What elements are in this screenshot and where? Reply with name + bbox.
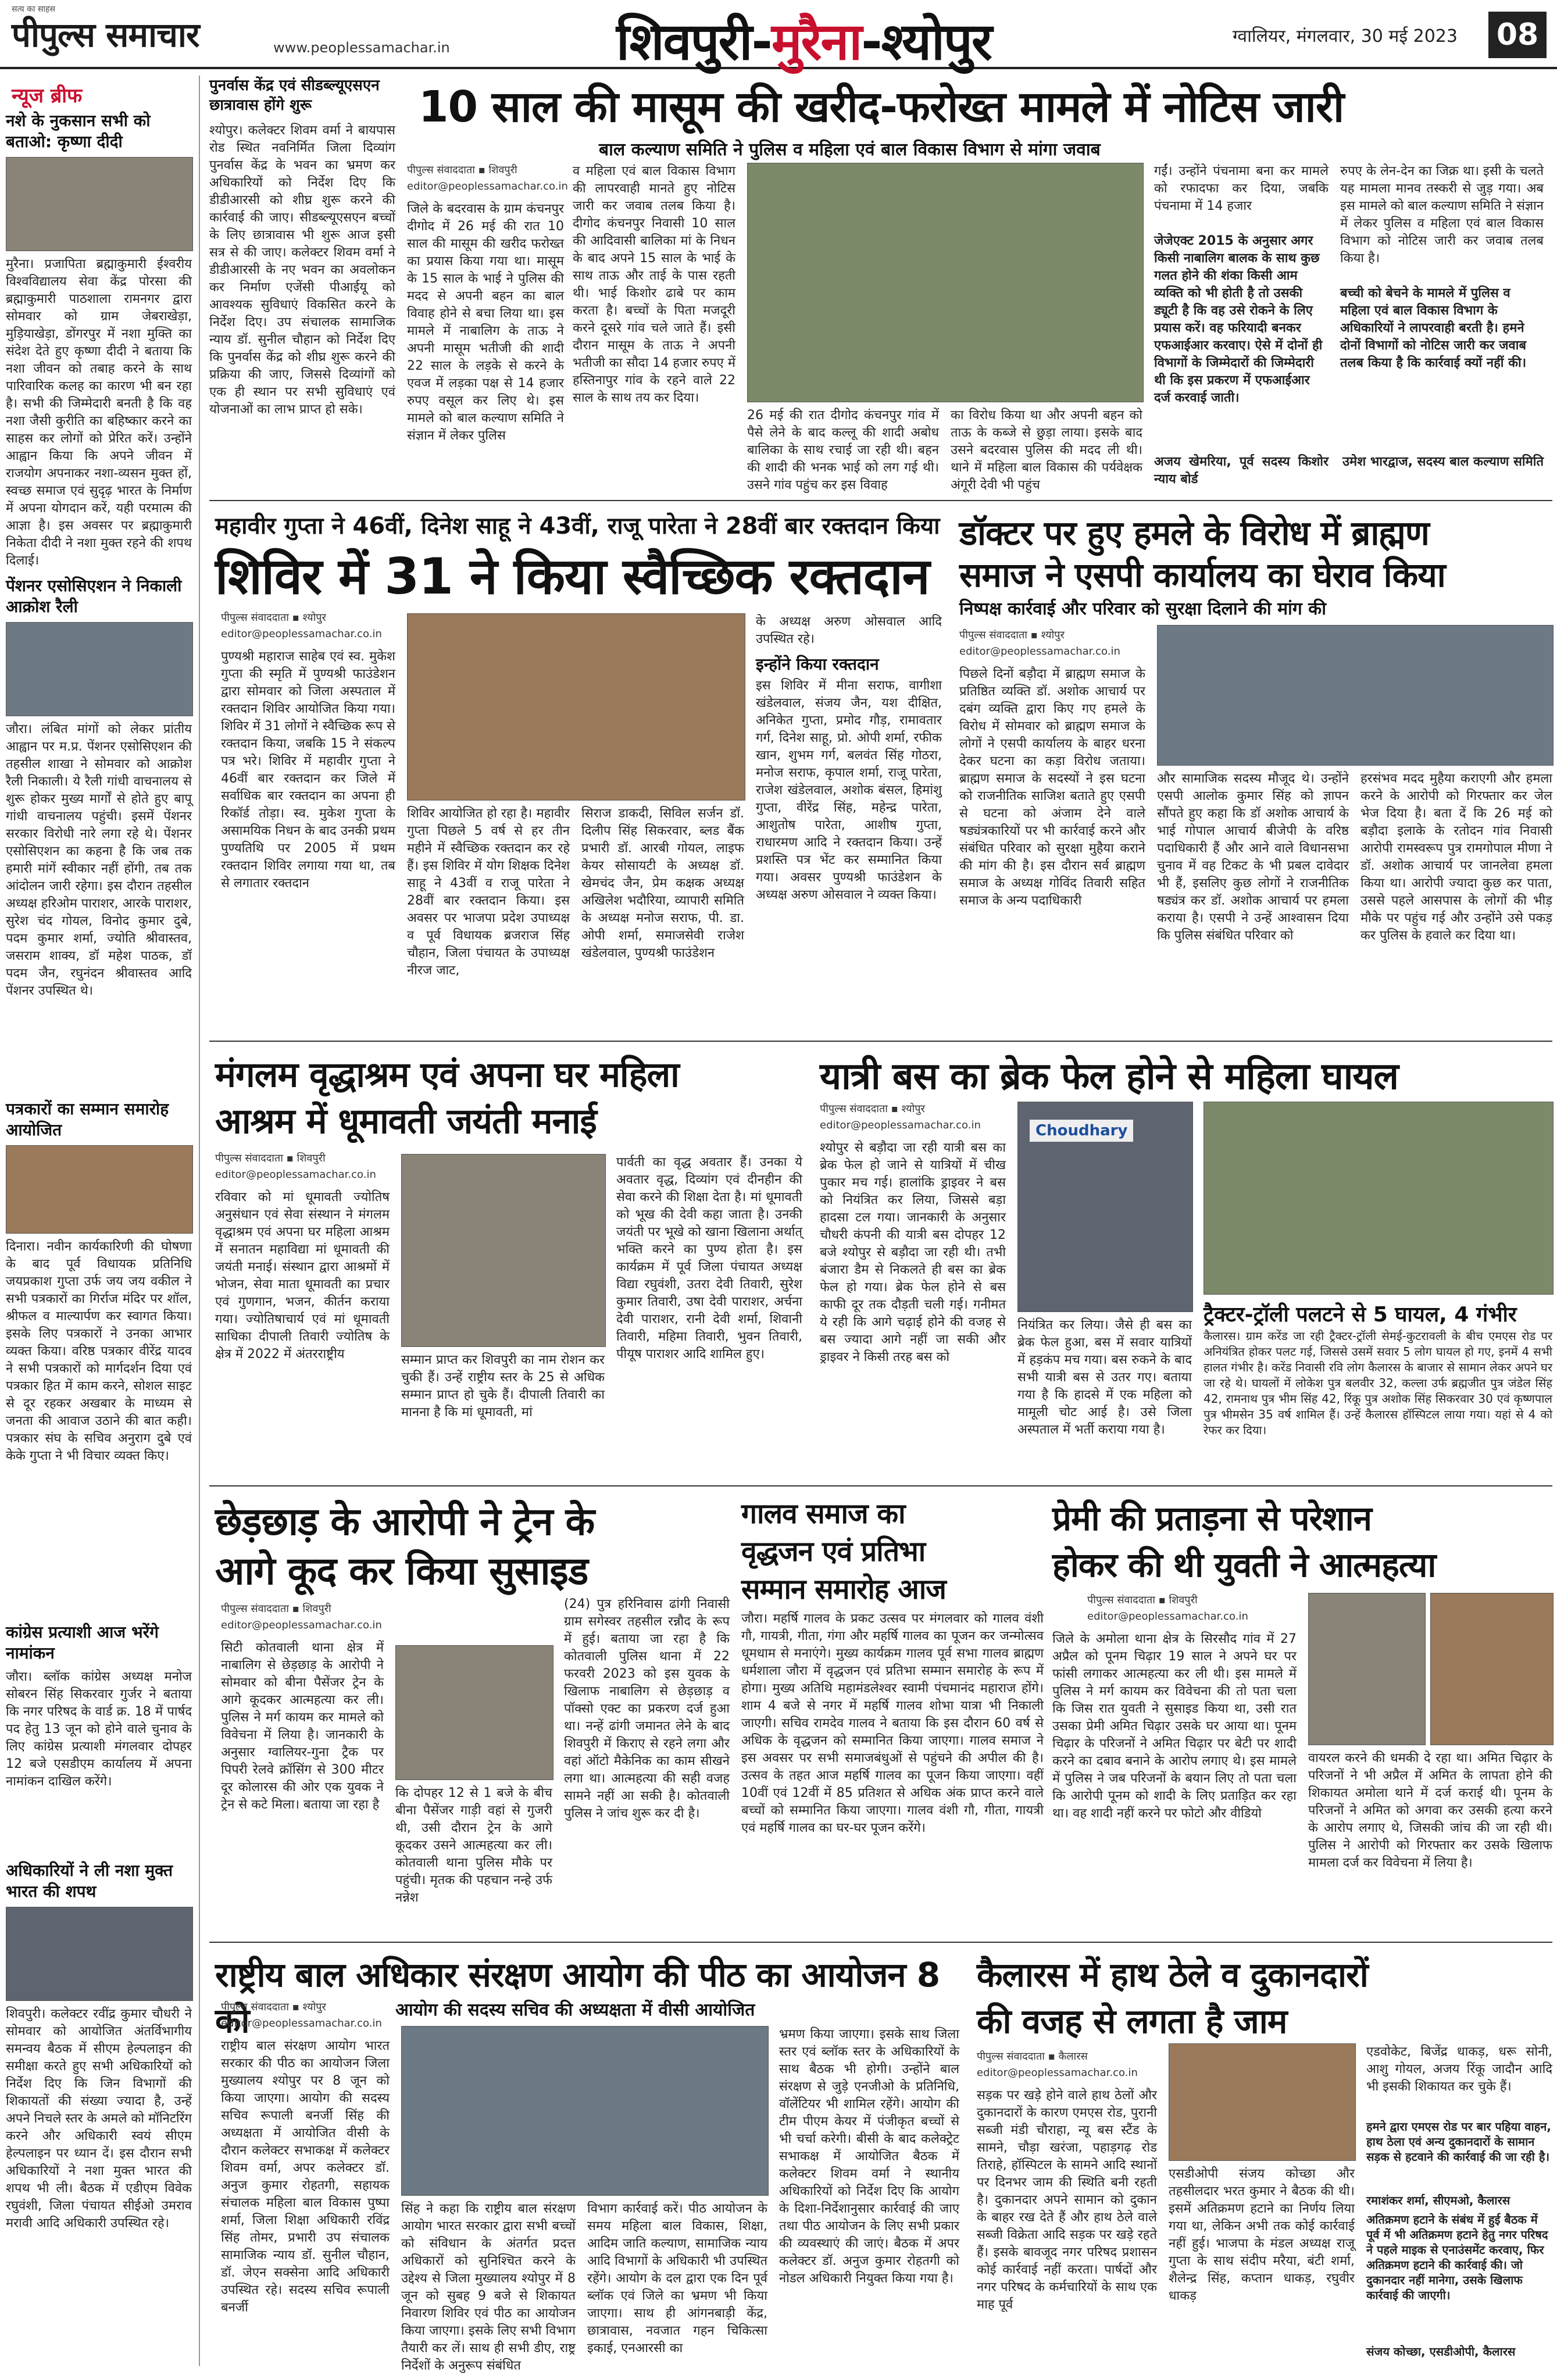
kailaras-byline: पीपुल्स संवाददाता ▪ कैलारस	[977, 2050, 1088, 2063]
brief-2-photo	[6, 622, 193, 716]
lead-quote-1-by: अजय खेमरिया, पूर्व सदस्य किशोर न्याय बोर्ड	[1154, 455, 1329, 487]
doctor-col-1: पिछले दिनों बड़ौदा में ब्राह्मण समाज के प्रतिष्ठित व्यक्ति डॉ. अशोक आचार्य पर दबंग व्यक्ति द्वारा किए गए हमले के विरोध में सोमवार को ब्राह्मण समाज के लोगों ने एसपी कार्यालय के बाहर धरना देकर घटना का कड़ा विरोध जताया। ब्राह्मण समाज के सदस्यों ने इस घटना को राजनीतिक साजिश बताते हुए एसपी से घटना को अंजाम देने वाले षड्यंत्रकारियों पर भी कार्रवाई करने और संबंधित परिवार को सुरक्षा मुहैया कराने की मांग की है। इस दौरान सर्व ब्राह्मण समाज के अध्यक्ष गोविंद तिवारी सहित समाज के अन्य पदाधिकारी	[959, 667, 1145, 908]
train-col-1: सिटी कोतवाली थाना क्षेत्र में नाबालिग से छेड़छाड़ के आरोपी ने सोमवार को बीना पैसेंजर ट्रेन के आगे कूदकर आत्महत्या कर ली। पुलिस ने मर्ग कायम कर मामले को विवेचना में लिया है। जानकारी के अनुसार ग्वालियर-गुना ट्रैक पर पिपरी रेलवे क्रॉसिंग से 300 मीटर दूर कोलारस की ओर एक युवक ने ट्रेन से कटे मिला। बताया जा रहा है	[221, 1641, 384, 1812]
logo-tagline: सत्य का साहस	[12, 5, 55, 14]
lead-col-4: का विरोध किया था और अपनी बहन को ताऊ के कब्जे से छुड़ा लाया। इसके बाद उसने बदरवास पुलिस की मदद ली थी। थाने में महिला बाल विकास की पर्यवेक्षक अंगूरी देवी भी पहुंच	[951, 408, 1142, 492]
galav-story	[741, 1494, 1044, 1936]
dateline: ग्वालियर, मंगलवार, 30 मई 2023	[1233, 26, 1458, 47]
ncpcr-story	[209, 1950, 965, 2373]
kailaras-col-1: सड़क पर खड़े होने वाले हाथ ठेलों और दुकानदारों के कारण एमएस रोड, पुरानी सब्जी मंडी चौराहा, न्यू बस स्टैंड के सामने, चौड़ा खरंजा, पहाड़गढ़ रोड तिराहे, हॉस्पिटल के सामने आदि स्थानों पर दिनभर जाम की स्थिति बनी रहती है। दुकानदार अपने सामान को दुकान के बाहर रख देते हैं और हाथ ठेले वाले सब्जी विक्रेता आदि सड़क पर खड़े रहते हैं। इसके बावजूद नगर परिषद प्रशासन कोई कार्रवाई नहीं करता। पार्षदों और नगर परिषद के कर्मचारियों के साथ एक माह पूर्व	[977, 2088, 1157, 2312]
mangalam-story	[209, 1049, 808, 1480]
divider	[209, 1942, 1552, 1943]
lead-byline: पीपुल्स संवाददाता ▪ शिवपुरी	[407, 164, 517, 176]
bus-story	[820, 1049, 1552, 1480]
lead-quote-1: जेजेएक्ट 2015 के अनुसार अगर किसी नाबालिग बालक के साथ कुछ गलत होने की शंका किसी आम व्यक्ति को भी होती है तो उसकी ड्यूटी है कि वह उसे रोकने के लिए प्रयास करें। वह फरियादी बनकर एफआईआर करवाए। ऐसे में दोनों ही विभागों के जिम्मेदारों की जिम्मेदारी थी कि इस प्रकरण में एफआईआर दर्ज करवाई जाती।	[1154, 234, 1323, 405]
train-email[interactable]: editor@peoplessamachar.co.in	[221, 1619, 382, 1631]
bus-sign: Choudhary	[1030, 1120, 1133, 1142]
ncpcr-subheadline: आयोग की सदस्य सचिव की अध्यक्षता में वीसी आयोजित	[395, 2000, 755, 2020]
doctor-headline-2: समाज ने एसपी कार्यालय का घेराव किया	[959, 555, 1445, 595]
divider	[209, 500, 1552, 501]
mangalam-headline-2: आश्रम में धूमावती जयंती मनाई	[215, 1101, 597, 1142]
tractor-text: कैलारस। ग्राम करेंड जा रही ट्रैक्टर-ट्रॉली सेमई-कुटरावली के बीच एमएस रोड पर अनियंत्रित होकर पलट गई, जिससे उसमें सवार 5 लोग घायल हो गए, इनमें 4 सभी हालत गंभीर है। करेंड निवासी रवि लोग कैलारस के बाजार से सामान लेकर अपने घर जा रहे थे। घायलों में लोकेश पुत्र बलवीर 32, कल्ला उर्फ ब्रह्मजीत पुत्र जंडेल सिंह 42, रामनाथ पुत्र भीम सिंह 42, रिंकू पुत्र अशोक सिंह सिकरवार 30 एवं कृष्णपाल पुत्र भीमसेन 35 वर्ष शामिल हैं। उन्हें कैलारस हॉस्पिटल लाया गया। यहां से 4 को रेफर कर दिया।	[1204, 1329, 1552, 1437]
train-photo	[395, 1645, 553, 1780]
doctor-story	[959, 509, 1552, 1032]
ncpcr-col-3: विभाग कार्रवाई करें। पीठ आयोजन के समय महिला बाल विकास, शिक्षा, आदिम जाति कल्याण, सामाजिक न्याय आदि विभागों के अधिकारी भी उपस्थित रहेंगे। आयोग के दल द्वारा एक दिन पूर्व ब्लॉक एवं जिले का भ्रमण भी किया जाएगा। साथ ही आंगनबाड़ी केंद्र, छात्रावास, नवजात गहन चिकित्सा इकाई, एनआरसी का	[587, 2202, 767, 2356]
kailaras-quote-2-by: संजय कोच्छा, एसडीओपी, कैलारस	[1366, 2345, 1516, 2358]
tractor-photo	[1204, 1102, 1554, 1295]
ddrc-title: पुनर्वास केंद्र एवं सीडब्ल्यूएसएन छात्रावास होंगे शुरू	[209, 77, 380, 114]
ncpcr-email[interactable]: editor@peoplessamachar.co.in	[221, 2017, 382, 2029]
mangalam-email[interactable]: editor@peoplessamachar.co.in	[215, 1168, 376, 1181]
lead-email[interactable]: editor@peoplessamachar.co.in	[407, 180, 568, 192]
train-story	[209, 1494, 733, 1936]
divider	[209, 1485, 1552, 1486]
brief-2-title: पेंशनर एसोसिएशन ने निकाली आक्रोश रैली	[6, 576, 182, 616]
ncpcr-byline: पीपुल्स संवाददाता ▪ श्योपुर	[221, 2001, 326, 2013]
brief-3-photo	[6, 1145, 193, 1234]
blood-photo	[407, 613, 745, 801]
doctor-email[interactable]: editor@peoplessamachar.co.in	[959, 645, 1120, 657]
lead-col-6: रुपए के लेन-देन का जिक्र था। इसी के चलते यह मामला मानव तस्करी से जुड़ गया। अब इस मामले को बाल कल्याण समिति ने संज्ञान में लेकर पुलिस व महिला एवं बाल विकास विभाग को नोटिस जारी कर जवाब तलब किया है।	[1340, 164, 1544, 266]
divider	[209, 1041, 1552, 1042]
galav-headline-1: गालव समाज का	[741, 1498, 905, 1530]
doctor-photo	[1157, 625, 1554, 766]
train-col-2: कि दोपहर 12 से 1 बजे के बीच बीना पैसेंजर गाड़ी वहां से गुजरी थी, उसी दौरान ट्रेन के आगे कूदकर उसने आत्महत्या कर ली। कोतवाली थाना पुलिस मौके पर पहुंची। मृतक की पहचान नन्हे उर्फ नन्नेश	[395, 1786, 552, 1905]
kailaras-photo	[1169, 2043, 1356, 2161]
lover-email[interactable]: editor@peoplessamachar.co.in	[1087, 1610, 1248, 1623]
brief-4-title: कांग्रेस प्रत्याशी आज भरेंगे नामांकन	[6, 1623, 159, 1663]
ncpcr-col-4: भ्रमण किया जाएगा। इसके साथ जिला स्तर एवं ब्लॉक स्तर के अधिकारियों के साथ बैठक भी होगी। उन्होंने बाल संरक्षण से जुड़े एनजीओ के प्रतिनिधि, वॉलेंटियर भी शामिल रहेंगे। आयोग की टीम पीएम केयर में पंजीकृत बच्चों से भी चर्चा करेगी। बीसी के बाद कलेक्ट्रेट सभाकक्ष में आयोजित बैठक में कलेक्टर शिवम वर्मा ने स्थानीय अधिकारियों को निर्देश दिए कि आयोग के दिशा-निर्देशानुसार कार्रवाई की जाए तथा पीठ आयोजन के लिए सभी प्रकार की व्यवस्थाएं की जाएं। बैठक में अपर कलेक्टर डॉ. अनुज कुमार रोहतगी को नोडल अधिकारी नियुक्त किया गया है।	[779, 2027, 959, 2286]
section-title-a: शिवपुरी-	[616, 12, 772, 72]
mangalam-col-2: सम्मान प्राप्त कर शिवपुरी का नाम रोशन कर चुकी हैं। उन्हें राष्ट्रीय स्तर के 25 से अधिक सम्मान प्राप्त हो चुके हैं। दीपाली तिवारी का मानना है कि मां धूमावती, मां	[401, 1353, 605, 1420]
ncpcr-headline: राष्ट्रीय बाल अधिकार संरक्षण आयोग की पीठ का आयोजन 8 को	[215, 1955, 940, 2040]
lover-story	[1052, 1494, 1552, 1936]
lead-subheadline: बाल कल्याण समिति ने पुलिस व महिला एवं बाल विकास विभाग से मांगा जवाब	[599, 140, 1101, 160]
blood-col-4a: के अध्यक्ष अरुण ओसवाल आदि उपस्थित रहे।	[756, 614, 942, 646]
kailaras-headline-2: की वजह से लगता है जाम	[977, 2002, 1287, 2041]
doctor-headline-1: डॉक्टर पर हुए हमले के विरोध में ब्राह्मण	[959, 513, 1429, 553]
ddrc-story	[209, 76, 395, 483]
lead-col-2: व महिला एवं बाल विकास विभाग की लापरवाही मानते हुए नोटिस जारी कर जवाब तलब किया है। दीगोद कंचनपुर निवासी 10 साल की आदिवासी बालिका मां के निधन के बाद अपने 15 साल के भाई के साथ ताऊ और ताई के पास रहती थी। भाई किशोर ढाबे पर काम करता है। बच्चों के पिता मजदूरी करने दूसरे गांव चले जाते हैं। इसी दौरान मासूम के ताऊ ने अपनी भतीजी का सौदा 14 हजार रुपए में हस्तिनापुर गांव के रहने वाले 22 साल के साथ तय कर दिया।	[573, 164, 735, 405]
brief-5-photo	[6, 1907, 193, 2001]
kailaras-col-2: एसडीओपी संजय कोच्छा और तहसीलदार भरत कुमार ने बैठक की थी। इसमें अतिक्रमण हटाने का निर्णय लिया गया था, लेकिन अभी तक कोई कार्रवाई नहीं हुई। भाजपा के मंडल अध्यक्ष राजू गुप्ता के साथ संदीप मरैया, बंटी शर्मा, शैलेन्द्र सिंह, कप्तान धाकड़, रघुवीर धाकड़	[1169, 2167, 1355, 2303]
lover-headline-2: होकर की थी युवती ने आत्महत्या	[1052, 1545, 1436, 1585]
blood-kicker: महावीर गुप्ता ने 46वीं, दिनेश साहू ने 43वीं, राजू पारेता ने 28वीं बार रक्तदान किया	[215, 513, 940, 539]
blood-headline: शिविर में 31 ने किया स्वैच्छिक रक्तदान	[215, 548, 930, 606]
lover-col-2: वायरल करने की धमकी दे रहा था। अमित चिढ़ार के परिजनों ने भी अप्रैल में अमित के लापता होने की शिकायत अमोला थाने में दर्ज कराई थी। पूनम के परिजनों ने अमित को अगवा कर उसकी हत्या करने के आरोप लगाए थे, जिसकी जांच की जा रही थी। पुलिस ने आरोपी को गिरफ्तार कर उसके खिलाफ मामला दर्ज कर विवेचना में लिया है।	[1308, 1751, 1552, 1870]
kailaras-story	[977, 1950, 1552, 2369]
train-headline-1: छेड़छाड़ के आरोपी ने ट्रेन के	[215, 1499, 595, 1544]
blood-col-1: पुण्यश्री महाराज साहेब एवं स्व. मुकेश गुप्ता की स्मृति में पुण्यश्री फाउंडेशन द्वारा सोमवार को जिला अस्पताल में रक्तदान शिविर आयोजित किया गया। शिविर में 31 लोगों ने स्वैच्छिक रूप से रक्तदान किया, जबकि 15 ने संकल्प पत्र भरे। शिविर में महावीर गुप्ता ने 46वीं बार रक्तदान कर जिले में सर्वाधिक बार रक्तदान का अपना ही रिकॉर्ड तोड़ा। स्व. मुकेश गुप्ता के असामयिक निधन के बाद उनकी प्रथम पुण्यतिथि पर 2005 में प्रथम रक्तदान शिविर लगाया गया था, तब से लगातार रक्तदान	[221, 649, 395, 891]
brief-4-text: जौरा। ब्लॉक कांग्रेस अध्यक्ष मनोज सोबरन सिंह सिकरवार गुर्जर ने बताया कि नगर परिषद के वार्ड क्र. 18 में पार्षद पद हेतु 13 जून को होने वाले चुनाव के लिए कांग्रेस प्रत्याशी मंगलवार दोपहर 12 बजे एसडीएम कार्यालय में अपना नामांकन दाखिल करेंगे।	[6, 1670, 192, 1789]
section-title	[616, 5, 991, 74]
brief-1-photo	[6, 157, 193, 251]
galav-headline-2: वृद्धजन एवं प्रतिभा	[741, 1535, 926, 1568]
lead-col-5: गईं। उन्होंने पंचनामा बना कर मामले को रफादफा कर दिया, जबकि पंचनामा में 14 हजार	[1154, 164, 1329, 213]
newspaper-logo: पीपुल्स समाचार	[12, 15, 199, 55]
bus-email[interactable]: editor@peoplessamachar.co.in	[820, 1119, 981, 1131]
ncpcr-photo	[401, 2026, 769, 2196]
kailaras-quote-1: हमने द्वारा एमएस रोड पर बार पहिया वाहन, हाथ ठेला एवं अन्य दुकानदारों के सामान सड़क से हटवाने की कार्रवाई की जा रही है।	[1366, 2120, 1551, 2164]
kailaras-col-3a: एडवोकेट, बिजेंद्र धाकड़, धरू सोनी, आशु गोयल, अजय रिंकू जादौन आदि भी इसकी शिकायत कर चुके हैं।	[1366, 2045, 1552, 2094]
kailaras-email[interactable]: editor@peoplessamachar.co.in	[977, 2067, 1138, 2079]
brief-3-title: पत्रकारों का सम्मान समारोह आयोजित	[6, 1099, 169, 1139]
lead-headline: 10 साल की मासूम की खरीद-फरोख्त मामले में नोटिस जारी	[419, 82, 1344, 132]
tractor-title: ट्रैक्टर-ट्रॉली पलटने से 5 घायल, 4 गंभीर	[1204, 1303, 1517, 1327]
train-headline-2: आगे कूद कर किया सुसाइड	[215, 1549, 588, 1593]
blood-story	[209, 509, 948, 1032]
blood-email[interactable]: editor@peoplessamachar.co.in	[221, 628, 382, 640]
mangalam-col-1: रविवार को मां धूमावती ज्योतिष अनुसंधान एवं सेवा संस्थान ने मंगलम वृद्धाश्रम एवं अपना घर महिला आश्रम में सनातन महाविद्या मां धूमावती की जयंती मनाई। संस्थान द्वारा आश्रमों में भोजन, सेवा माता धूमावती का प्रचार एवं गुणगान, भजन, कीर्तन कराया गया। ज्योतिषाचार्य एवं मां धूमावती साधिका दीपाली तिवारी ज्योतिष के क्षेत्र में 2022 में अंतरराष्ट्रीय	[215, 1190, 390, 1361]
doctor-col-3: हरसंभव मदद मुहैया कराएगी और हमला करने के आरोपी को गिरफ्तार कर जेल भेज दिया है। बता दें कि 26 मई को बड़ौदा इलाके के रतोदन गांव निवासी आरोपी रामस्वरूप पुत्र रामगोपाल मीणा ने डॉ. अशोक आचार्य पर जानलेवा हमला किया था। आरोपी ज्यादा कुछ कर पाता, उससे पहले आसपास के लोगों की भीड़ मौके पर पहुंच गई और उन्होंने उसे पकड़ कर पुलिस के हवाले कर दिया था।	[1360, 771, 1552, 943]
news-brief-column	[0, 76, 200, 2366]
news-brief-title: न्यूज ब्रीफ	[12, 84, 83, 108]
bus-col-2: नियंत्रित कर लिया। जैसे ही बस का ब्रेक फेल हुआ, बस में सवार यात्रियों में हड़कंप मच गया। बस रुकने के बाद सभी यात्री बस से उतर गए। बताया गया है कि हादसे में एक महिला को मामूली चोट आई है। उसे जिला अस्पताल में भर्ती कराया गया है।	[1017, 1318, 1192, 1437]
lead-col-1: जिले के बदरवास के ग्राम कंचनपुर दीगोद में 26 मई की रात 10 साल की मासूम की खरीद फरोख्त का प्रयास किया गया था। मासूम के 15 साल के भाई ने पुलिस की मदद से अपनी बहन का बाल विवाह होने से बचा लिया था। इस मामले में नाबालिग के ताऊ ने अपनी मासूम भतीजी की शादी 22 साल के लड़के से करने के एवज में लड़का पक्ष से 14 हजार रुपए वसूल कर लिए थे। इस मामले को बाल कल्याण समिति ने संज्ञान में लेकर पुलिस	[407, 202, 564, 443]
doctor-col-2: और सामाजिक सदस्य मौजूद थे। उन्होंने एसपी आलोक कुमार सिंह को ज्ञापन सौंपते हुए कहा कि डॉ अशोक आचार्य के भाई गोपाल आचार्य बीजेपी के वरिष्ठ पदाधिकारी हैं और आने वाले विधानसभा चुनाव में वह टिकट के भी प्रबल दावेदार भी हैं, इसलिए कुछ लोगों ने राजनीतिक षड्यंत्र कर डॉ. अशोक आचार्य पर हमला कराया है। एसपी ने उन्हें आश्वासन दिया कि पुलिस संबंधित परिवार को	[1157, 771, 1349, 943]
lead-quote-2: बच्ची को बेचने के मामले में पुलिस व महिला एवं बाल विकास विभाग के अधिकारियों ने लापरवाही बरती है। हमने दोनों विभागों को नोटिस जारी कर जवाब तलब किया है कि कार्रवाई क्यों नहीं की।	[1340, 286, 1527, 370]
section-title-b: मुरैना	[771, 12, 862, 72]
bus-photo	[1017, 1102, 1193, 1312]
lover-photo-2	[1430, 1593, 1554, 1745]
kailaras-quote-1-by: रमाशंकर शर्मा, सीएमओ, कैलारस	[1366, 2193, 1510, 2207]
doctor-byline: पीपुल्स संवाददाता ▪ श्योपुर	[959, 629, 1065, 641]
bus-byline: पीपुल्स संवाददाता ▪ श्योपुर	[820, 1103, 925, 1115]
galav-text: जौरा। महर्षि गालव के प्रकट उत्सव पर मंगलवार को गालव वंशी गौ, गायत्री, गीता, गंगा और महर्षि गालव का पूजन कर जन्मोत्सव धूमधाम से मनाएंगे। मुख्य कार्यक्रम गालव पूर्व सभा गालव ब्राह्मण धर्मशाला जौरा में वृद्धजन एवं प्रतिभा सम्मान समारोह के रूप में होगा। मुख्य अतिथि महामंडलेश्वर स्वामी पंचमानंद महाराज होंगे। शाम 4 बजे से नगर में महर्षि गालव शोभा यात्रा भी निकाली जाएगी। सचिव रामदेव गालव ने बताया कि इस दौरान 60 वर्ष से अधिक के वृद्धजन को सम्मानित किया जाएगा। गालव समाज ने इस अवसर पर सभी समाजबंधुओं से पहुंचने की अपील की है। उत्सव के तहत आज महर्षि गालव का पूजन किया जाएगा। वहीं 10वीं एवं 12वीं में 85 प्रतिशत से अधिक अंक प्राप्त करने वाले बच्चों को सम्मानित किया जाएगा। गालव वंशी गौ, गीता, गायत्री एवं महर्षि गालव का घर-घर पूजन करेंगे।	[741, 1611, 1044, 1835]
website-url[interactable]: www.peoplessamachar.in	[273, 40, 450, 56]
brief-5-text: शिवपुरी। कलेक्टर रवींद्र कुमार चौधरी ने सोमवार को आयोजित अंतर्विभागीय समन्वय बैठक में सीएम हेल्पलाइन की समीक्षा करते हुए सभी अधिकारियों को निर्देश दिए कि जिन विभागों की शिकायतों की संख्या ज्यादा है, उन्हें अपने निचले स्तर के अमले को मॉनिटरिंग करने और अधिकारी स्वयं सीएम हेल्पलाइन पर ध्यान दें। इस दौरान सभी अधिकारियों ने नशा मुक्त भारत की शपथ भी ली। बैठक में एडीएम विवेक रघुवंशी, जिला पंचायत सीईओ उमराव मरावी आदि अधिकारी उपस्थित रहे।	[6, 2007, 192, 2231]
doctor-subheadline: निष्पक्ष कार्रवाई और परिवार को सुरक्षा दिलाने की मांग की	[959, 599, 1326, 619]
lead-quote-2-by: उमेश भारद्वाज, सदस्य बाल कल्याण समिति	[1342, 455, 1544, 469]
page-number: 08	[1488, 12, 1547, 58]
bus-headline: यात्री बस का ब्रेक फेल होने से महिला घायल	[820, 1055, 1398, 1098]
brief-5-title: अधिकारियों ने ली नशा मुक्त भारत की शपथ	[6, 1861, 173, 1901]
lead-col-3: 26 मई की रात दीगोद कंचनपुर गांव में पैसे लेने के बाद कल्लू की शादी अबोध बालिका के साथ रचाई जा रही थी। बहन की शादी की भनक भाई को लग गई थी। उसने गांव पहुंच कर इस विवाह	[747, 408, 939, 492]
brief-2-text: जौरा। लंबित मांगों को लेकर प्रांतीय आह्वान पर म.प्र. पेंशनर एसोसिएशन की तहसील शाखा ने सोमवार को आक्रोश रैली निकाली। ये रैली गांधी वाचनालय से शुरू होकर मुख्य मार्गों से होते हुए बापू गांधी वाचनालय पहुंची। इसमें पेंशनर सरकार विरोधी नारे लगा रहे थे। पेंशनर एसोसिएशन का कहना है कि जब तक हमारी मांगें स्वीकार नहीं होंगी, तब तक आंदोलन जारी रहेगा। इस दौरान तहसील अध्यक्ष हरिओम पाराशर, आरके पाराशर, सुरेश चंद गोयल, विनोद कुमार दुबे, पदम कुमार शर्मा, ज्योति श्रीवास्तव, जसराम शाक्य, डॉ महेश पाठक, डॉ पदम जैन, रघुनंदन श्रीवास्तव आदि पेंशनर उपस्थित थे।	[6, 722, 192, 998]
brief-1-title: नशे के नुकसान सभी को बताओ: कृष्णा दीदी	[6, 111, 151, 151]
lover-photo-1	[1308, 1593, 1426, 1745]
blood-byline: पीपुल्स संवाददाता ▪ श्योपुर	[221, 612, 326, 624]
mangalam-byline: पीपुल्स संवाददाता ▪ शिवपुरी	[215, 1152, 326, 1164]
kailaras-quote-2: अतिक्रमण हटाने के संबंध में हुई बैठक में पूर्व में भी अतिक्रमण हटाने हेतु नगर परिषद ने पहले माइक से एनाउंसमेंट करवाए, फिर अतिक्रमण हटाने की कार्रवाई की। जो दुकानदार नहीं मानेगा, उसके खिलाफ कार्रवाई की जाएगी।	[1366, 2213, 1548, 2302]
blood-col-3: सिराज डाकदी, सिविल सर्जन डॉ. दिलीप सिंह सिकरवार, ब्लड बैंक प्रभारी डॉ. आरबी गोयल, लाइफ केयर सोसायटी के अध्यक्ष डॉ. खेमचंद जैन, प्रेम कक्षक अध्यक्ष अखिलेश भदौरिया, व्यापारी समिति के अध्यक्ष मनोज सराफ, पी. डा. ओपी शर्मा, समाजसेवी राजेश खंडेलवाल, पुण्यश्री फाउंडेशन	[581, 806, 744, 960]
blood-col-4-title: इन्होंने किया रक्तदान	[756, 655, 879, 674]
blood-col-2: शिविर आयोजित हो रहा है। महावीर गुप्ता पिछले 5 वर्ष से हर तीन महीने में स्वैच्छिक रक्तदान कर रहे हैं। इस शिविर में योग शिक्षक दिनेश साहू ने 43वीं व राजू पारेता ने 28वीं बार रक्तदान किया। इस अवसर पर भाजपा प्रदेश उपाध्यक्ष व पूर्व विधायक ब्रजराज सिंह चौहान, जिला पंचायत के उपाध्यक्ष नीरज जाट,	[407, 806, 570, 978]
mangalam-col-3: पार्वती का वृद्ध अवतार हैं। उनका ये अवतार वृद्ध, दिव्यांग एवं दीनहीन की सेवा करने की शिक्षा देता है। मां धूमावती को भूख की देवी कहा जाता है। उनकी जयंती पर भूखे को खाना खिलाना अर्थात् भक्ति करने का पुण्य होता है। इस कार्यक्रम में पूर्व जिला पंचायत अध्यक्ष विद्या रघुवंशी, उतरा देवी तिवारी, सुरेश कुमार तिवारी, उषा देवी पाराशर, अर्चना देवी पाराशर, रानी देवी शर्मा, शिवानी तिवारी, महिमा तिवारी, भुवन तिवारी, पीयूष पाराशर आदि शामिल हुए।	[616, 1155, 802, 1361]
mangalam-photo	[401, 1154, 606, 1347]
lover-byline: पीपुल्स संवाददाता ▪ शिवपुरी	[1087, 1594, 1198, 1606]
lover-headline-1: प्रेमी की प्रताड़ना से परेशान	[1052, 1499, 1372, 1538]
lover-col-1: जिले के अमोला थाना क्षेत्र के सिरसौद गांव में 27 अप्रैल को पूनम चिढ़ार 19 साल ने अपने घर पर फांसी लगाकर आत्महत्या कर ली थी। इस मामले में पुलिस ने मर्ग कायम कर विवेचना की तो पता चला कि जिस रात युवती ने सुसाइड किया था, उसी रात उसका प्रेमी अमित चिढ़ार उसके घर आया था। पूनम चिढ़ार के परिजनों ने अमित चिढ़ार पर बेटी पर शादी करने का दबाव बनाने के आरोप लगाए थे। इस मामले में पुलिस ने जब परिजनों के बयान लिए तो पता चला कि आरोपी पूनम को शादी के लिए प्रताड़ित कर रहा था। वह शादी नहीं करने पर फोटो और वीडियो	[1052, 1632, 1297, 1821]
section-title-c: -श्योपुर	[861, 12, 991, 72]
galav-headline-3: सम्मान समारोह आज	[741, 1573, 946, 1606]
ncpcr-col-1: राष्ट्रीय बाल संरक्षण आयोग भारत सरकार की पीठ का आयोजन जिला मुख्यालय श्योपुर पर 8 जून को किया जाएगा। आयोग की सदस्य सचिव रूपाली बनर्जी सिंह की अध्यक्षता में आयोजित वीसी के दौरान कलेक्टर सभाकक्ष में कलेक्टर शिवम वर्मा, अपर कलेक्टर डॉ. अनुज कुमार रोहतगी, सहायक संचालक महिला बाल विकास पुष्पा शर्मा, जिला शिक्षा अधिकारी रविंद्र सिंह तोमर, प्रभारी उप संचालक सामाजिक न्याय डॉ. सुनील चौहान, डॉ. जेएन सक्सेना आदि अधिकारी उपस्थित रहे। सदस्य सचिव रूपाली बनर्जी	[221, 2039, 390, 2315]
lead-photo	[747, 163, 1144, 402]
ncpcr-col-2: सिंह ने कहा कि राष्ट्रीय बाल संरक्षण आयोग भारत सरकार द्वारा सभी बच्चों को संविधान के अंतर्गत प्रदत्त अधिकारों को सुनिश्चित करने के उद्देश्य से जिला मुख्यालय श्योपुर में 8 जून को सुबह 9 बजे से शिकायत निवारण शिविर एवं पीठ का आयोजन किया जाएगा। इसके लिए सभी विभाग तैयारी कर लें। साथ ही सभी डीए, राष्ट्र निर्देशों के अनुरूप संबंधित	[401, 2202, 576, 2373]
lead-story	[407, 76, 1552, 494]
brief-1-text: मुरैना। प्रजापिता ब्रह्माकुमारी ईश्वरीय विश्वविद्यालय सेवा केंद्र पोरसा की ब्रह्माकुमारी पाठशाला रामनगर द्वारा सोमवार को ग्राम जेबराखेड़ा, मुड़ियाखेड़ा, डोंगरपुर में नशा मुक्ति का संदेश देते हुए कृष्णा दीदी ने बताया कि नशा जीवन को तबाह करने के साथ पारिवारिक कलह का कारण भी बन रहा है। सभी की जिम्मेदारी बनती है कि वह नशा जैसी कुरीति का बहिष्कार करने का साहस कर लोगों को प्रेरित करें। उन्होंने आह्वान किया कि अपने जीवन में राजयोग अपनाकर नशा-व्यसन मुक्त हों, स्वच्छ समाज एवं सुदृढ़ भारत के निर्माण में अपना योगदान करें, यही परमात्म की आज्ञा है। इस अवसर पर ब्रह्माकुमारी निकेता दीदी ने नशा मुक्त रहने की शपथ दिलाई।	[6, 257, 192, 568]
mangalam-headline-1: मंगलम वृद्धाश्रम एवं अपना घर महिला	[215, 1055, 679, 1095]
bus-col-1: श्योपुर से बड़ौदा जा रही यात्री बस का ब्रेक फेल हो जाने से यात्रियों में चीख पुकार मच गई। हालांकि ड्राइवर ने बस को नियंत्रित कर लिया, जिससे बड़ा हादसा टल गया। जानकारी के अनुसार चौधरी कंपनी की यात्री बस दोपहर 12 बजे श्योपुर से बड़ौदा जा रही थी। तभी बंजारा डैम से निकलते ही बस का ब्रेक फेल हो गया। ब्रेक फेल होने से बस काफी दूर तक दौड़ती चली गई। गनीमत ये रही कि आगे चढ़ाई होने की वजह से बस ज्यादा आगे नहीं जा सकी और ड्राइवर ने किसी तरह बस को	[820, 1141, 1006, 1364]
train-byline: पीपुल्स संवाददाता ▪ शिवपुरी	[221, 1603, 331, 1615]
ddrc-text: श्योपुर। कलेक्टर शिवम वर्मा ने बायपास रोड स्थित नवनिर्मित जिला दिव्यांग पुनर्वास केंद्र के भवन का भ्रमण कर अधिकारियों को निर्देश दिए कि डीडीआरसी को शीघ्र शुरू करने की कार्रवाई की जाए। सीडब्ल्यूएसएन बच्चों के लिए छात्रावास भी शुरू आज इसी सत्र से की जाए। कलेक्टर शिवम वर्मा ने डीडीआरसी के नए भवन का अवलोकन कर निर्माण एजेंसी पीआईयू को आवश्यक सुविधाएं विकसित करने के निर्देश दिए। उप संचालक सामाजिक न्याय डॉ. सुनील चौहान को निर्देश दिए कि पुनर्वास केंद्र को शीघ्र शुरू करने की प्रक्रिया की जाए, जिससे दिव्यांगों को एक ही स्थान पर सभी सुविधाएं एवं योजनाओं का लाभ प्राप्त हो सके।	[209, 123, 395, 417]
kailaras-headline-1: कैलारस में हाथ ठेले व दुकानदारों	[977, 1955, 1368, 1995]
blood-col-4: इस शिविर में मीना सराफ, वागीशा खंडेलवाल, संजय जैन, यश दीक्षित, अनिकेत गुप्ता, प्रमोद गौड़, रामावतार गर्ग, दिनेश साहू, प्रो. ओपी शर्मा, रफीक खान, शुभम गर्ग, बलवंत सिंह गोठरा, मनोज सराफ, कृपाल शर्मा, राजू पारेता, राजेश खंडेलवाल, अशोक बंसल, हिमांशु गुप्ता, वीरेंद्र सिंह, महेन्द्र पारेता, आशुतोष पारेता, आशीष गुप्ता, राधारमण आदि ने रक्तदान किया। उन्हें प्रशस्ति पत्र भेंट कर सम्मानित किया गया। अवसर पुण्यश्री फाउंडेशन के अध्यक्ष अरुण ओसवाल ने व्यक्त किया।	[756, 678, 942, 902]
brief-3-text: दिनारा। नवीन कार्यकारिणी की घोषणा के बाद पूर्व विधायक प्रतिनिधि जयप्रकाश गुप्ता उर्फ जय जय वकील ने सभी पत्रकारों का गिर्राज मंदिर पर शॉल, श्रीफल व माल्यार्पण कर स्वागत किया। इसके लिए पत्रकारों ने उनका आभार व्यक्त किया। वरिष्ठ पत्रकार वीरेंद्र यादव ने सभी पत्रकारों को मार्गदर्शन दिया एवं पत्रकार हित में काम करने, सोशल साइट से दूर रहकर अखबार के माध्यम से जनता की आवाज उठाने की बात कही। पत्रकार संघ के सचिव अनुराग दुबे एवं केके गुप्ता ने भी विचार व्यक्त किए।	[6, 1239, 192, 1463]
train-col-3: (24) पुत्र हरिनिवास ढांगी निवासी ग्राम सगेस्वर तहसील रन्नौद के रूप में हुई। बताया जा रहा है कि कोतवाली पुलिस थाना में 22 फरवरी 2023 को इस युवक के खिलाफ नाबालिग से छेड़छाड़ व पॉक्सो एक्ट का प्रकरण दर्ज हुआ था। नन्हें ढांगी जमानत लेने के बाद शिवपुरी में किराए से रहने लगा और वहां ऑटो मैकेनिक का काम सीखने लगा था। आत्महत्या की सही वजह सामने नहीं आ सकी है। कोतवाली पुलिस ने जांच शुरू कर दी है।	[564, 1597, 730, 1821]
masthead	[0, 0, 1557, 72]
